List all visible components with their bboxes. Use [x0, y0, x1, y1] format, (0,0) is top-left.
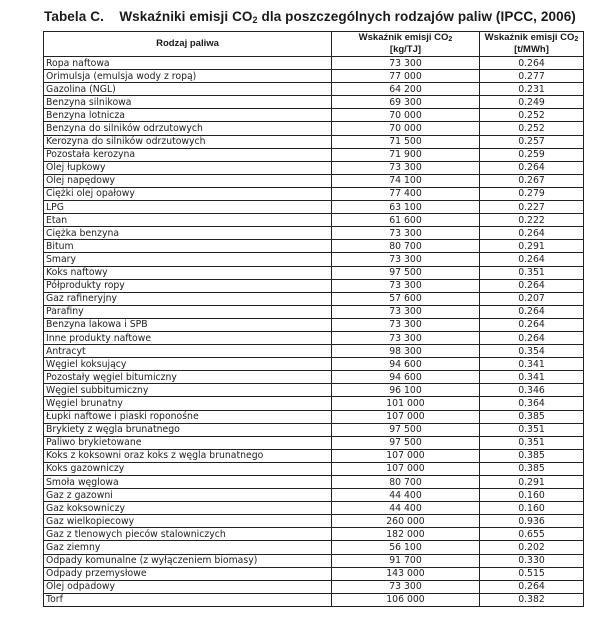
t-per-mwh-cell: 0.330	[480, 554, 584, 567]
t-per-mwh-cell: 0.249	[480, 96, 584, 109]
kg-per-tj-cell: 96 100	[332, 384, 480, 397]
table-row	[44, 279, 584, 292]
t-per-mwh-cell: 0.936	[480, 515, 584, 528]
kg-per-tj-cell: 69 300	[332, 96, 480, 109]
table-row	[44, 227, 584, 240]
fuel-name-cell: Półprodukty ropy	[44, 279, 332, 292]
fuel-name-cell: Smary	[44, 253, 332, 266]
table-row	[44, 292, 584, 305]
t-per-mwh-cell: 0.341	[480, 358, 584, 371]
table-row	[44, 397, 584, 410]
kg-per-tj-cell: 98 300	[332, 345, 480, 358]
t-per-mwh-cell: 0.160	[480, 489, 584, 502]
kg-per-tj-cell: 260 000	[332, 515, 480, 528]
kg-per-tj-cell: 94 600	[332, 358, 480, 371]
fuel-name-cell: Antracyt	[44, 345, 332, 358]
fuel-name-cell: Benzyna do silników odrzutowych	[44, 122, 332, 135]
table-row	[44, 253, 584, 266]
t-per-mwh-cell: 0.231	[480, 83, 584, 96]
t-per-mwh-cell: 0.354	[480, 345, 584, 358]
t-per-mwh-cell: 0.227	[480, 201, 584, 214]
header-fuel-label: Rodzaj paliwa	[156, 38, 219, 49]
t-per-mwh-cell: 0.364	[480, 397, 584, 410]
kg-per-tj-cell: 143 000	[332, 567, 480, 580]
t-per-mwh-cell: 0.351	[480, 266, 584, 279]
table-row	[44, 462, 584, 475]
table-row	[44, 187, 584, 200]
kg-per-tj-cell: 80 700	[332, 476, 480, 489]
table-row	[44, 214, 584, 227]
table-caption	[44, 9, 584, 25]
kg-per-tj-cell: 57 600	[332, 292, 480, 305]
table-row	[44, 240, 584, 253]
fuel-name-cell: LPG	[44, 201, 332, 214]
fuel-name-cell: Brykiety z węgla brunatnego	[44, 423, 332, 436]
fuel-name-cell: Węgiel koksujący	[44, 358, 332, 371]
table-row	[44, 161, 584, 174]
t-per-mwh-cell: 0.202	[480, 541, 584, 554]
table-row	[44, 70, 584, 83]
table-row	[44, 436, 584, 449]
table-row	[44, 148, 584, 161]
kg-per-tj-cell: 94 600	[332, 371, 480, 384]
kg-per-tj-cell: 73 300	[332, 279, 480, 292]
kg-per-tj-cell: 73 300	[332, 318, 480, 331]
fuel-name-cell: Ciężka benzyna	[44, 227, 332, 240]
table-row	[44, 201, 584, 214]
kg-per-tj-cell: 73 300	[332, 57, 480, 70]
header-kg-unit: [kg/TJ]	[389, 44, 422, 55]
t-per-mwh-cell: 0.351	[480, 436, 584, 449]
t-per-mwh-cell: 0.515	[480, 567, 584, 580]
t-per-mwh-cell: 0.222	[480, 214, 584, 227]
header-fuel-type	[44, 32, 332, 57]
t-per-mwh-cell: 0.160	[480, 502, 584, 515]
kg-per-tj-cell: 101 000	[332, 397, 480, 410]
table-row	[44, 371, 584, 384]
table-row	[44, 476, 584, 489]
header-t-main: Wskaźnik emisji CO	[484, 32, 575, 43]
fuel-name-cell: Łupki naftowe i piaski roponośne	[44, 410, 332, 423]
kg-per-tj-cell: 107 000	[332, 410, 480, 423]
kg-per-tj-cell: 70 000	[332, 109, 480, 122]
fuel-name-cell: Benzyna lakowa i SPB	[44, 318, 332, 331]
t-per-mwh-cell: 0.655	[480, 528, 584, 541]
kg-per-tj-cell: 73 300	[332, 305, 480, 318]
kg-per-tj-cell: 97 500	[332, 423, 480, 436]
fuel-name-cell: Pozostała kerozyna	[44, 148, 332, 161]
kg-per-tj-cell: 61 600	[332, 214, 480, 227]
kg-per-tj-cell: 107 000	[332, 462, 480, 475]
fuel-name-cell: Gaz z tlenowych pieców stalowniczych	[44, 528, 332, 541]
fuel-name-cell: Ropa naftowa	[44, 57, 332, 70]
table-row	[44, 135, 584, 148]
kg-per-tj-cell: 80 700	[332, 240, 480, 253]
table-row	[44, 358, 584, 371]
kg-per-tj-cell: 44 400	[332, 502, 480, 515]
caption-text: Wskaźniki emisji CO	[119, 9, 253, 24]
t-per-mwh-cell: 0.264	[480, 331, 584, 344]
t-per-mwh-cell: 0.264	[480, 580, 584, 593]
header-kg-sub: 2	[448, 36, 453, 43]
table-row	[44, 502, 584, 515]
kg-per-tj-cell: 73 300	[332, 580, 480, 593]
caption-subscript: 2	[252, 15, 258, 25]
kg-per-tj-cell: 97 500	[332, 266, 480, 279]
fuel-name-cell: Koks gazowniczy	[44, 462, 332, 475]
emission-factors-table	[43, 31, 584, 607]
table-row	[44, 318, 584, 331]
t-per-mwh-cell: 0.291	[480, 240, 584, 253]
header-t-per-mwh	[480, 32, 584, 57]
kg-per-tj-cell: 97 500	[332, 436, 480, 449]
fuel-name-cell: Torf	[44, 593, 332, 606]
t-per-mwh-cell: 0.207	[480, 292, 584, 305]
header-t-unit: [t/MWh]	[514, 44, 549, 55]
t-per-mwh-cell: 0.277	[480, 70, 584, 83]
t-per-mwh-cell: 0.267	[480, 174, 584, 187]
t-per-mwh-cell: 0.351	[480, 423, 584, 436]
fuel-name-cell: Benzyna lotnicza	[44, 109, 332, 122]
fuel-name-cell: Odpady komunalne (z wyłączeniem biomasy)	[44, 554, 332, 567]
fuel-name-cell: Pozostały węgiel bitumiczny	[44, 371, 332, 384]
t-per-mwh-cell: 0.279	[480, 187, 584, 200]
t-per-mwh-cell: 0.264	[480, 318, 584, 331]
t-per-mwh-cell: 0.257	[480, 135, 584, 148]
fuel-name-cell: Inne produkty naftowe	[44, 331, 332, 344]
t-per-mwh-cell: 0.385	[480, 462, 584, 475]
t-per-mwh-cell: 0.264	[480, 253, 584, 266]
caption-prefix: Tabela C.	[44, 9, 104, 24]
table-row	[44, 109, 584, 122]
fuel-name-cell: Węgiel subbitumiczny	[44, 384, 332, 397]
table-row	[44, 122, 584, 135]
table-row	[44, 83, 584, 96]
fuel-name-cell: Koks z koksowni oraz koks z węgla brunatnego	[44, 449, 332, 462]
t-per-mwh-cell: 0.382	[480, 593, 584, 606]
table-row	[44, 410, 584, 423]
t-per-mwh-cell: 0.264	[480, 161, 584, 174]
t-per-mwh-cell: 0.291	[480, 476, 584, 489]
fuel-name-cell: Ciężki olej opałowy	[44, 187, 332, 200]
fuel-name-cell: Paliwo brykietowane	[44, 436, 332, 449]
fuel-name-cell: Gazolina (NGL)	[44, 83, 332, 96]
fuel-name-cell: Gaz ziemny	[44, 541, 332, 554]
table-row	[44, 266, 584, 279]
t-per-mwh-cell: 0.264	[480, 305, 584, 318]
kg-per-tj-cell: 70 000	[332, 122, 480, 135]
fuel-name-cell: Gaz rafineryjny	[44, 292, 332, 305]
t-per-mwh-cell: 0.264	[480, 227, 584, 240]
caption-text-rest: dla poszczególnych rodzajów paliw (IPCC, 2006)	[257, 9, 576, 24]
table-header-row	[44, 32, 584, 57]
t-per-mwh-cell: 0.259	[480, 148, 584, 161]
fuel-name-cell: Gaz z gazowni	[44, 489, 332, 502]
fuel-name-cell: Węgiel brunatny	[44, 397, 332, 410]
kg-per-tj-cell: 64 200	[332, 83, 480, 96]
table-body	[44, 57, 584, 607]
table-row	[44, 174, 584, 187]
fuel-name-cell: Benzyna silnikowa	[44, 96, 332, 109]
fuel-name-cell: Odpady przemysłowe	[44, 567, 332, 580]
kg-per-tj-cell: 107 000	[332, 449, 480, 462]
kg-per-tj-cell: 63 100	[332, 201, 480, 214]
table-row	[44, 541, 584, 554]
table-row	[44, 528, 584, 541]
kg-per-tj-cell: 73 300	[332, 331, 480, 344]
fuel-name-cell: Smoła węglowa	[44, 476, 332, 489]
fuel-name-cell: Parafiny	[44, 305, 332, 318]
kg-per-tj-cell: 73 300	[332, 161, 480, 174]
header-t-sub: 2	[574, 36, 579, 43]
fuel-name-cell: Orimulsja (emulsja wody z ropą)	[44, 70, 332, 83]
kg-per-tj-cell: 91 700	[332, 554, 480, 567]
table-row	[44, 331, 584, 344]
kg-per-tj-cell: 73 300	[332, 227, 480, 240]
kg-per-tj-cell: 71 500	[332, 135, 480, 148]
t-per-mwh-cell: 0.252	[480, 122, 584, 135]
kg-per-tj-cell: 44 400	[332, 489, 480, 502]
t-per-mwh-cell: 0.252	[480, 109, 584, 122]
kg-per-tj-cell: 74 100	[332, 174, 480, 187]
t-per-mwh-cell: 0.346	[480, 384, 584, 397]
fuel-name-cell: Etan	[44, 214, 332, 227]
fuel-name-cell: Gaz koksowniczy	[44, 502, 332, 515]
kg-per-tj-cell: 182 000	[332, 528, 480, 541]
t-per-mwh-cell: 0.341	[480, 371, 584, 384]
fuel-name-cell: Olej łupkowy	[44, 161, 332, 174]
fuel-name-cell: Gaz wielkopiecowy	[44, 515, 332, 528]
table-row	[44, 423, 584, 436]
kg-per-tj-cell: 56 100	[332, 541, 480, 554]
table-row	[44, 449, 584, 462]
table-row	[44, 57, 584, 70]
table-row	[44, 489, 584, 502]
table-row	[44, 384, 584, 397]
kg-per-tj-cell: 73 300	[332, 253, 480, 266]
kg-per-tj-cell: 77 400	[332, 187, 480, 200]
table-row	[44, 554, 584, 567]
t-per-mwh-cell: 0.264	[480, 57, 584, 70]
table-row	[44, 96, 584, 109]
table-row	[44, 305, 584, 318]
fuel-name-cell: Bitum	[44, 240, 332, 253]
table-row	[44, 567, 584, 580]
kg-per-tj-cell: 106 000	[332, 593, 480, 606]
table-row	[44, 345, 584, 358]
t-per-mwh-cell: 0.385	[480, 449, 584, 462]
table-row	[44, 593, 584, 606]
table-row	[44, 580, 584, 593]
t-per-mwh-cell: 0.264	[480, 279, 584, 292]
fuel-name-cell: Olej odpadowy	[44, 580, 332, 593]
kg-per-tj-cell: 77 000	[332, 70, 480, 83]
header-kg-per-tj	[332, 32, 480, 57]
fuel-name-cell: Kerozyna do silników odrzutowych	[44, 135, 332, 148]
t-per-mwh-cell: 0.385	[480, 410, 584, 423]
kg-per-tj-cell: 71 900	[332, 148, 480, 161]
fuel-name-cell: Koks naftowy	[44, 266, 332, 279]
fuel-name-cell: Olej napędowy	[44, 174, 332, 187]
header-kg-main: Wskaźnik emisji CO	[358, 32, 449, 43]
table-row	[44, 515, 584, 528]
